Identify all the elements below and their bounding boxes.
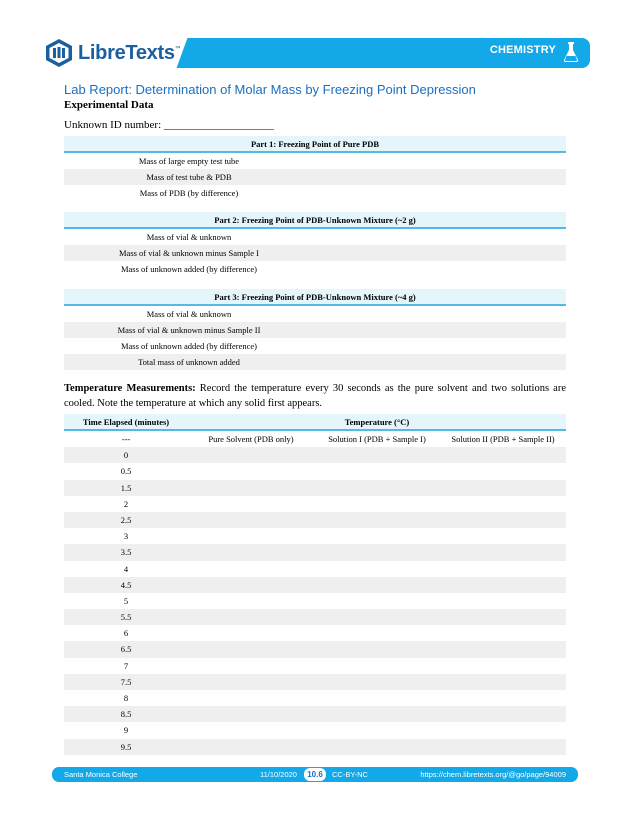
row-label: Total mass of unknown added (138, 357, 240, 367)
temperature-cell[interactable] (188, 463, 314, 479)
temperature-cell[interactable] (440, 658, 566, 674)
time-cell: 2 (123, 498, 129, 509)
page-title: Lab Report: Determination of Molar Mass by Freezing Point Depression (64, 82, 476, 97)
temperature-cell[interactable] (440, 625, 566, 641)
temperature-cell[interactable] (440, 690, 566, 706)
row-label: Mass of large empty test tube (138, 156, 240, 166)
row-label: Mass of vial & unknown (146, 232, 232, 242)
time-cell: 8 (123, 693, 129, 703)
temperature-instructions (64, 381, 566, 411)
table-row (64, 674, 566, 690)
table-row (64, 480, 566, 496)
flask-icon (562, 41, 580, 63)
col-temperature-header: Temperature (°C) (344, 417, 410, 427)
temperature-cell[interactable] (440, 641, 566, 657)
temperature-cell[interactable] (188, 625, 314, 641)
table-row (64, 641, 566, 657)
row-label: Mass of vial & unknown minus Sample II (117, 325, 261, 335)
table-row (64, 690, 566, 706)
temperature-cell[interactable] (188, 609, 314, 625)
temperature-cell[interactable] (314, 658, 440, 674)
table-row (64, 185, 566, 201)
time-cell: 3 (123, 531, 129, 542)
time-cell: 6 (123, 628, 129, 639)
table-row (64, 625, 566, 641)
part1-table (64, 136, 566, 201)
row-label: Mass of PDB (by difference) (139, 188, 239, 198)
table-row (64, 496, 566, 512)
temperature-cell[interactable] (314, 577, 440, 593)
time-cell: 4.5 (120, 579, 132, 590)
table-row (64, 561, 566, 577)
temperature-cell[interactable] (188, 739, 314, 755)
temperature-cell[interactable] (440, 706, 566, 722)
temperature-cell[interactable] (314, 512, 440, 528)
temperature-cell[interactable] (440, 609, 566, 625)
temperature-heading: Temperature Measurements: (64, 383, 196, 394)
temperature-cell[interactable] (440, 463, 566, 479)
temperature-cell[interactable] (440, 496, 566, 512)
temperature-cell[interactable] (188, 447, 314, 463)
part3-table (64, 289, 566, 370)
subject-label[interactable]: CHEMISTRY (489, 44, 556, 56)
table-row (64, 338, 566, 354)
temperature-table-header (64, 414, 566, 431)
time-cell: 3.5 (120, 547, 132, 558)
footer-date: 11/10/2020 (260, 770, 297, 779)
time-cell: 4 (123, 563, 129, 574)
time-cell: 5.5 (120, 612, 132, 623)
subheader-solution-1: Solution I (PDB + Sample I) (328, 434, 426, 444)
table-row (64, 609, 566, 625)
section-title: Experimental Data (64, 99, 154, 111)
libretexts-logo[interactable] (44, 36, 184, 70)
temperature-cell[interactable] (314, 722, 440, 738)
temperature-cell[interactable] (188, 577, 314, 593)
table-row (64, 658, 566, 674)
time-cell: --- (121, 434, 131, 444)
table-row (64, 739, 566, 755)
part2-table (64, 212, 566, 277)
temperature-cell[interactable] (314, 641, 440, 657)
row-label: Mass of unknown added (by difference) (120, 341, 258, 351)
table-row (64, 512, 566, 528)
libretexts-book-icon (44, 38, 74, 68)
part1-heading: Part 1: Freezing Point of Pure PDB (64, 136, 566, 153)
table-row (64, 706, 566, 722)
temperature-cell[interactable] (188, 674, 314, 690)
temperature-cell[interactable] (314, 690, 440, 706)
table-row (64, 306, 566, 322)
table-row (64, 528, 566, 544)
time-cell: 6.5 (120, 644, 132, 655)
temperature-cell[interactable] (440, 577, 566, 593)
table-row (64, 577, 566, 593)
temperature-cell[interactable] (440, 561, 566, 577)
temperature-cell[interactable] (188, 690, 314, 706)
temperature-cell[interactable] (314, 625, 440, 641)
temperature-instructions-text: Record the temperature every 30 seconds as the pure solvent and two solutions are cooled. Note the temperature at which any solid first appears. (64, 383, 566, 409)
time-cell: 2.5 (120, 514, 132, 525)
temperature-cell[interactable] (188, 496, 314, 512)
footer-license: CC-BY-NC (332, 770, 368, 779)
col-time-header: Time Elapsed (minutes) (82, 417, 170, 427)
table-row (64, 431, 566, 447)
temperature-cell[interactable] (314, 706, 440, 722)
time-cell: 0.5 (120, 466, 132, 477)
temperature-cell[interactable] (188, 641, 314, 657)
temperature-cell[interactable] (440, 512, 566, 528)
subheader-pure-solvent: Pure Solvent (PDB only) (208, 434, 294, 444)
logo-text: LibreTexts (78, 41, 175, 64)
page-header (44, 36, 590, 70)
footer-url[interactable]: https://chem.libretexts.org/@go/page/94009 (420, 770, 566, 779)
logo-trademark: ™ (174, 46, 181, 52)
temperature-cell[interactable] (314, 593, 440, 609)
temperature-table-body (64, 431, 566, 755)
temperature-cell[interactable] (188, 658, 314, 674)
table-row (64, 544, 566, 560)
footer-page-number: 10.6 (304, 768, 326, 781)
temperature-cell[interactable] (188, 528, 314, 544)
temperature-cell[interactable] (314, 528, 440, 544)
temperature-cell[interactable] (440, 722, 566, 738)
table-row (64, 354, 566, 370)
unknown-id-field: Unknown ID number: ____________________ (64, 119, 274, 131)
temperature-table (64, 414, 566, 755)
temperature-cell[interactable] (314, 674, 440, 690)
page-footer (52, 767, 578, 782)
time-cell: 7.5 (120, 676, 132, 687)
temperature-cell[interactable] (440, 674, 566, 690)
table-row (64, 322, 566, 338)
time-cell: 9 (123, 725, 129, 736)
temperature-cell[interactable] (440, 447, 566, 463)
row-label: Mass of unknown added (by difference) (120, 264, 258, 274)
temperature-cell[interactable] (314, 463, 440, 479)
temperature-cell[interactable] (188, 544, 314, 560)
temperature-cell[interactable] (188, 593, 314, 609)
time-cell: 7 (123, 660, 129, 671)
part2-heading: Part 2: Freezing Point of PDB-Unknown Mixture (~2 g) (64, 212, 566, 229)
temperature-cell[interactable] (440, 544, 566, 560)
table-row (64, 463, 566, 479)
table-row (64, 229, 566, 245)
temperature-cell[interactable] (314, 496, 440, 512)
time-cell: 9.5 (120, 741, 132, 752)
temperature-cell[interactable] (188, 561, 314, 577)
table-row (64, 447, 566, 463)
temperature-cell[interactable] (440, 480, 566, 496)
temperature-cell[interactable] (314, 739, 440, 755)
table-row (64, 261, 566, 277)
table-row (64, 722, 566, 738)
temperature-cell[interactable] (314, 609, 440, 625)
footer-institution: Santa Monica College (64, 770, 138, 779)
temperature-cell[interactable] (440, 528, 566, 544)
table-row (64, 153, 566, 169)
row-label: Mass of test tube & PDB (146, 172, 232, 182)
temperature-cell[interactable] (440, 593, 566, 609)
temperature-cell[interactable] (188, 722, 314, 738)
temperature-cell[interactable] (314, 561, 440, 577)
row-label: Mass of vial & unknown (146, 309, 232, 319)
temperature-cell[interactable] (188, 512, 314, 528)
subheader-solution-2: Solution II (PDB + Sample II) (451, 434, 555, 444)
time-cell: 5 (123, 595, 129, 606)
time-cell: 1.5 (120, 482, 132, 493)
temperature-cell[interactable] (314, 447, 440, 463)
temperature-cell[interactable] (314, 544, 440, 560)
table-row (64, 245, 566, 261)
table-row (64, 593, 566, 609)
temperature-cell[interactable] (440, 739, 566, 755)
temperature-cell[interactable] (188, 706, 314, 722)
part3-heading: Part 3: Freezing Point of PDB-Unknown Mixture (~4 g) (64, 289, 566, 306)
temperature-cell[interactable] (314, 480, 440, 496)
table-row (64, 169, 566, 185)
time-cell: 0 (123, 450, 129, 461)
time-cell: 8.5 (120, 709, 132, 720)
row-label: Mass of vial & unknown minus Sample I (118, 248, 259, 258)
temperature-cell[interactable] (188, 480, 314, 496)
